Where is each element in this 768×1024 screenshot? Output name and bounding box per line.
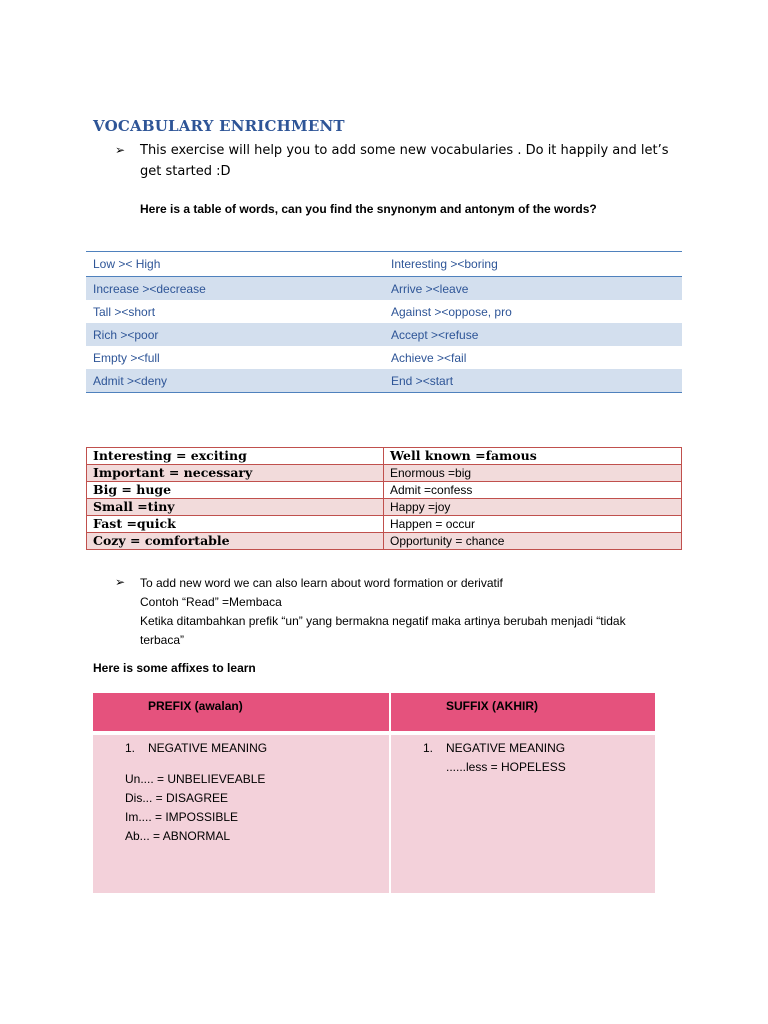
synonym-cell: Interesting = exciting [87, 448, 384, 465]
suffix-header: SUFFIX (AKHIR) [446, 699, 538, 713]
synonym-cell: Important = necessary [87, 465, 384, 482]
synonym-table [86, 447, 682, 550]
synonym-cell: Fast =quick [87, 516, 384, 533]
antonym-cell: Achieve ><fail [391, 350, 467, 365]
antonym-cell: Rich ><poor [86, 323, 384, 346]
suffix-examples [446, 758, 566, 777]
antonym-cell: Increase ><decrease [86, 277, 384, 301]
word-formation-text [140, 574, 700, 650]
antonym-cell: Admit ><deny [86, 369, 384, 393]
antonym-cell: Empty ><full [93, 350, 160, 365]
list-item-title: NEGATIVE MEANING [446, 741, 566, 755]
synonym-cell: Well known =famous [384, 448, 682, 465]
formation-line: Contoh “Read” =Membaca [140, 595, 282, 609]
synonym-cell: Admit =confess [384, 482, 682, 499]
list-number: 1. [423, 741, 434, 755]
affix-title: Here is some affixes to learn [93, 661, 256, 675]
prefix-examples [125, 770, 265, 846]
table-row [86, 323, 682, 346]
table-row [87, 465, 682, 482]
intro-line: get started :D [140, 164, 231, 179]
prefix-header: PREFIX (awalan) [148, 699, 243, 713]
table-row [87, 448, 682, 465]
table-row [86, 300, 682, 323]
table-row [86, 346, 682, 369]
formation-line: Ketika ditambahkan prefik “un” yang bermakna negatif maka artinya berubah menjadi “tidak [140, 614, 626, 628]
synonym-cell: Happen = occur [384, 516, 682, 533]
table-row [87, 499, 682, 516]
prefix-header-cell [93, 693, 389, 731]
list-item: Un.... = UNBELIEVEABLE [125, 772, 266, 786]
antonym-cell: Low >< High [86, 252, 384, 277]
antonym-cell: Interesting ><boring [384, 252, 682, 277]
list-item: Im.... = IMPOSSIBLE [125, 810, 239, 824]
table-row [86, 277, 682, 301]
suffix-header-cell [391, 693, 655, 731]
table-row [87, 516, 682, 533]
formation-line: terbaca” [140, 633, 185, 647]
suffix-body-cell [391, 735, 655, 893]
antonym-cell: Against ><oppose, pro [391, 304, 512, 319]
list-item: Ab... = ABNORMAL [125, 829, 231, 843]
synonym-cell: Small =tiny [87, 499, 384, 516]
list-item-title: NEGATIVE MEANING [148, 741, 268, 755]
synonym-cell: Opportunity = chance [384, 533, 682, 550]
page-title: VOCABULARY ENRICHMENT [93, 117, 345, 135]
list-item: Dis... = DISAGREE [125, 791, 229, 805]
list-number: 1. [125, 741, 136, 755]
bullet-arrow-icon: ➢ [115, 575, 126, 589]
table-row [87, 482, 682, 499]
intro-line: This exercise will help you to add some new vocabularies . Do it happily and let’s [140, 143, 669, 158]
synonym-cell: Enormous =big [384, 465, 682, 482]
antonym-cell: Tall ><short [93, 304, 156, 319]
bullet-arrow-icon: ➢ [115, 143, 126, 157]
table-row [86, 252, 682, 277]
formation-line: To add new word we can also learn about word formation or derivatif [140, 576, 503, 590]
synonym-cell: Happy =joy [384, 499, 682, 516]
prefix-body-cell [93, 735, 389, 893]
antonym-cell: Accept ><refuse [384, 323, 682, 346]
table-row [87, 533, 682, 550]
antonym-cell: Arrive ><leave [384, 277, 682, 301]
antonym-cell: End ><start [384, 369, 682, 393]
list-item: ......less = HOPELESS [446, 760, 566, 774]
synonym-cell: Big = huge [87, 482, 384, 499]
antonym-table [86, 251, 682, 393]
question-text: Here is a table of words, can you find the snynonym and antonym of the words? [140, 202, 597, 216]
intro-text [140, 140, 680, 182]
table-row [86, 369, 682, 393]
synonym-cell: Cozy = comfortable [87, 533, 384, 550]
